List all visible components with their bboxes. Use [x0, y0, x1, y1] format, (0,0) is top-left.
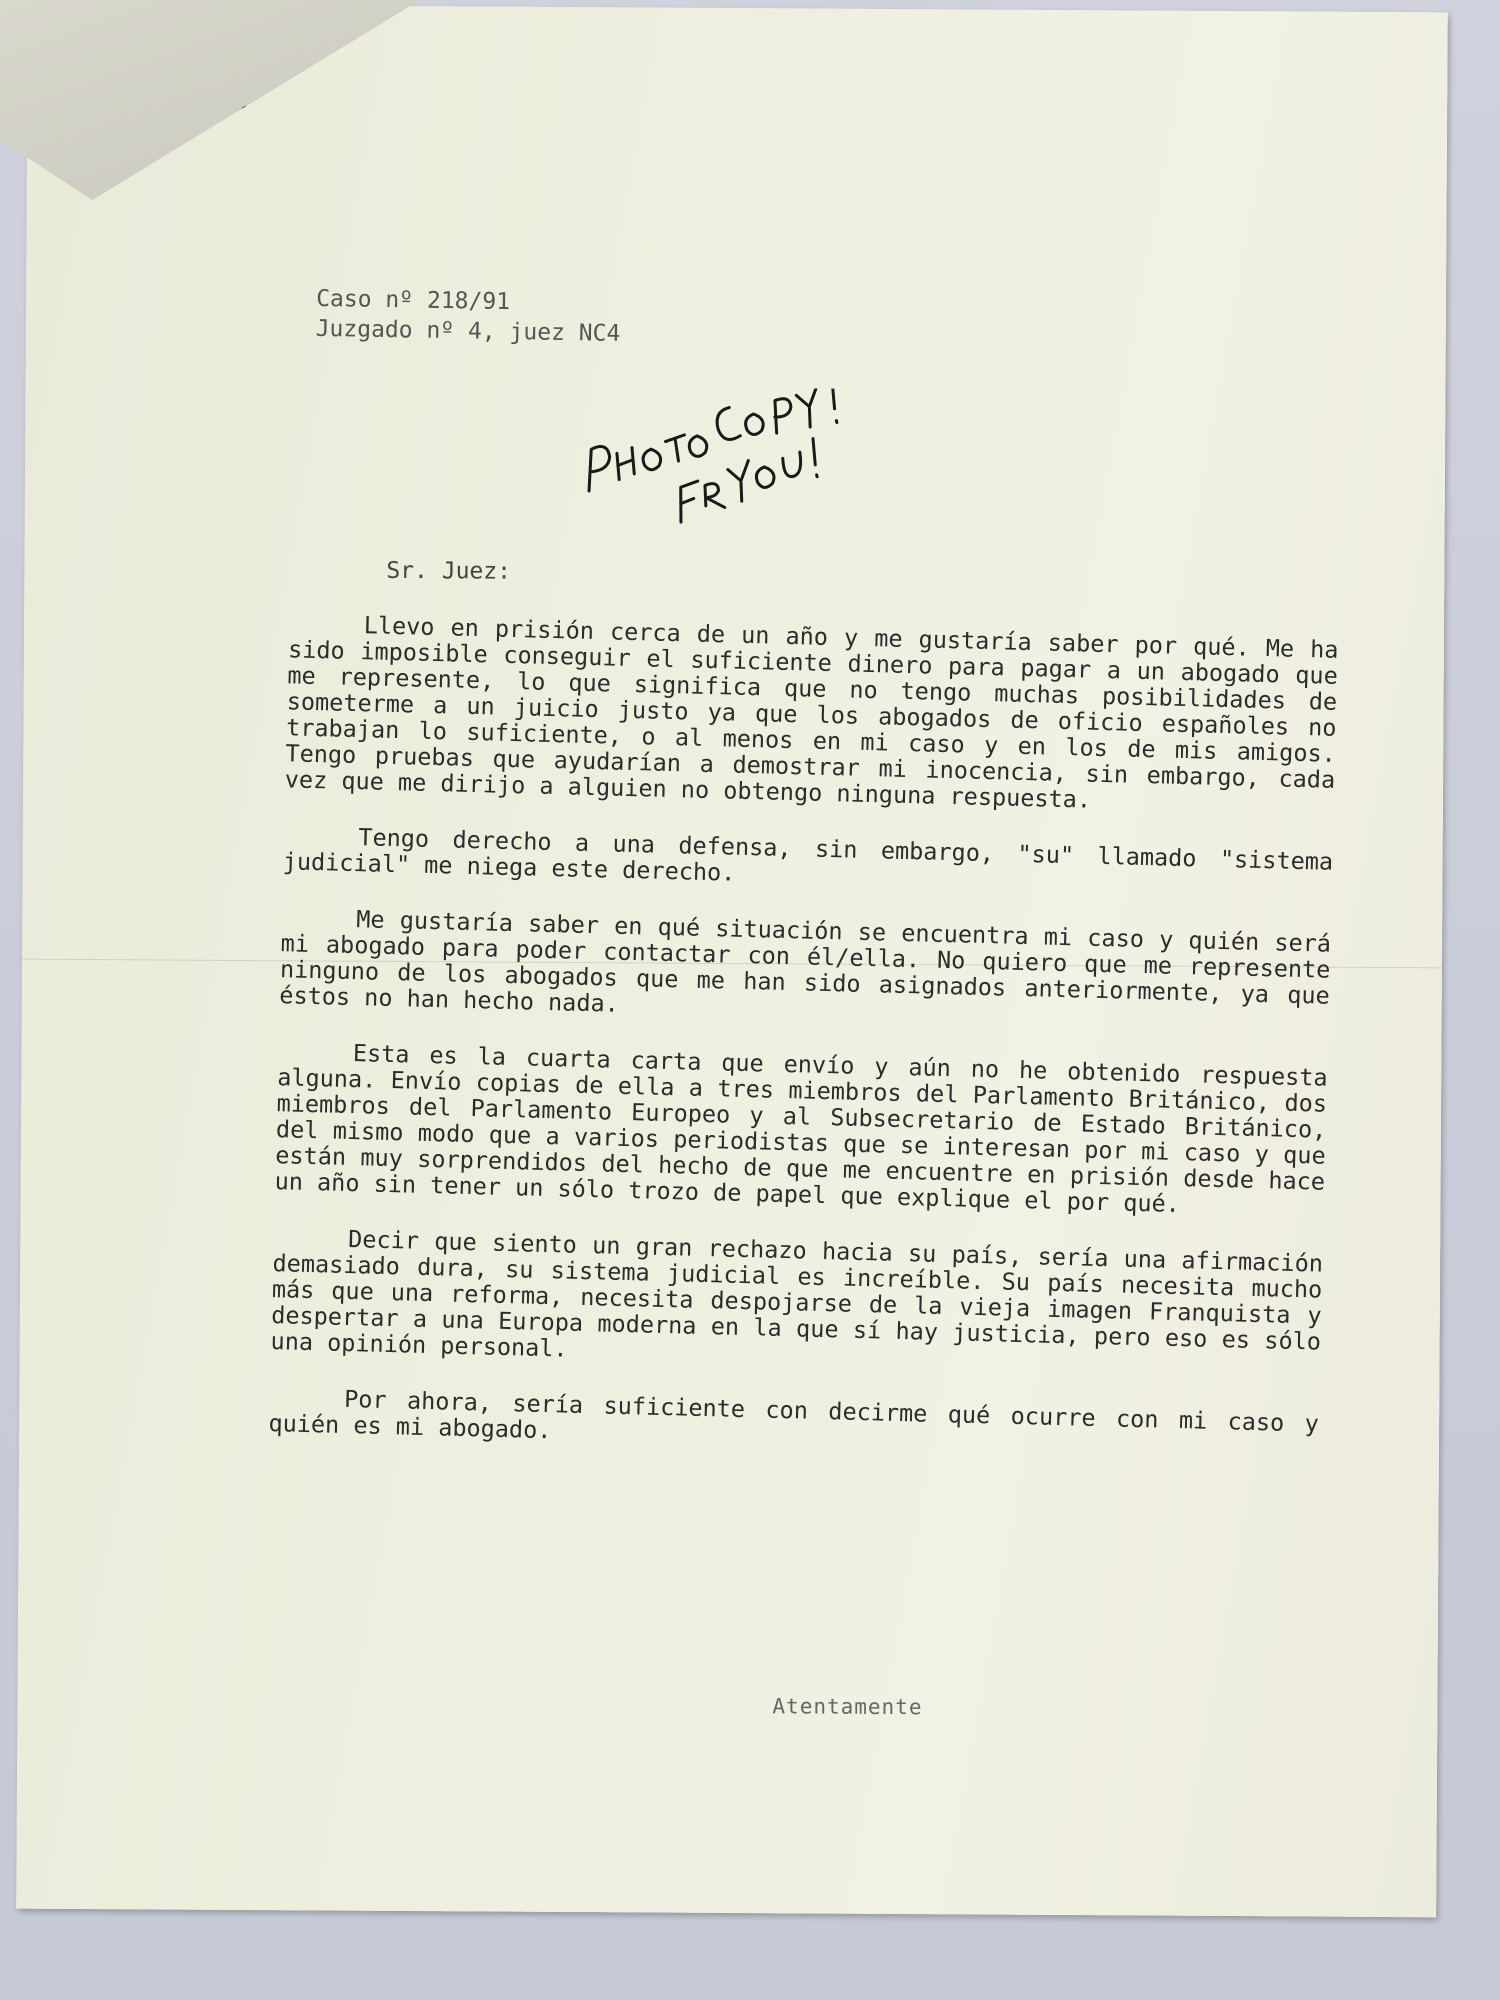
letter-body	[267, 610, 1338, 1492]
paragraph-1: Llevo en prisión cerca de un año y me gustaría saber por qué. Me ha sido imposible conseguir el suficiente dinero para pagar a un abogado que me represente, lo que significa que no tengo muchas posibilidades de someterme a un juicio justo ya que los abogados de oficio españoles no trabajan lo suficiente, o al menos en mi caso y en los de mis amigos. Tengo pruebas que ayudarían a demostrar mi inocencia, sin embargo, cada vez que me dirijo a alguien no obtengo ninguna respuesta.	[284, 611, 1339, 814]
greeting: Sr. Juez:	[386, 557, 512, 585]
paragraph-5: Decir que siento un gran rechazo hacia su país, sería una afirmación demasiado dura, su sistema judicial es increíble. Su país necesita mucho más que una reforma, necesita despojarse de la vieja imagen Franquista y despertar a una Europa moderna en la que sí hay justicia, pero eso es sólo una opinión personal.	[270, 1224, 1324, 1363]
letter-sheet	[16, 4, 1448, 1918]
court-line: Juzgado nº 4, juez NC4	[315, 315, 621, 347]
paragraph-4: Esta es la cuarta carta que envío y aún no he obtenido respuesta alguna. Envío copias de ella a tres miembros del Parlamento Británico, dos miembros del Parlamento Europeo y al Subsecretario de Estado Británico, del mismo modo que a varios periodistas que se interesan por mi caso y que están muy sorprendidos del hecho de que me encuentre en prisión desde hace un año sin tener un sólo trozo de papel que explique el por qué.	[274, 1039, 1328, 1219]
handwritten-annotation	[575, 387, 876, 529]
case-number: Caso nº 218/91	[315, 285, 511, 316]
case-header	[315, 284, 621, 349]
paragraph-6: Por ahora, sería suficiente con decirme qué ocurre con mi caso y quién es mi abogado.	[268, 1384, 1320, 1445]
paragraph-3: Me gustaría saber en qué situación se encuentra mi caso y quién será mi abogado para poder contactar con él/ella. No quiero que me represente ninguno de los abogados que me han sido asignados anteriormente, ya que éstos no han hecho nada.	[279, 905, 1332, 1018]
handwriting-drawing	[575, 387, 876, 529]
closing-signoff: Atentamente	[772, 1694, 923, 1720]
paragraph-2: Tengo derecho a una defensa, sin embargo, "su" llamado "sistema judicial" me niega este derecho.	[282, 823, 1334, 887]
